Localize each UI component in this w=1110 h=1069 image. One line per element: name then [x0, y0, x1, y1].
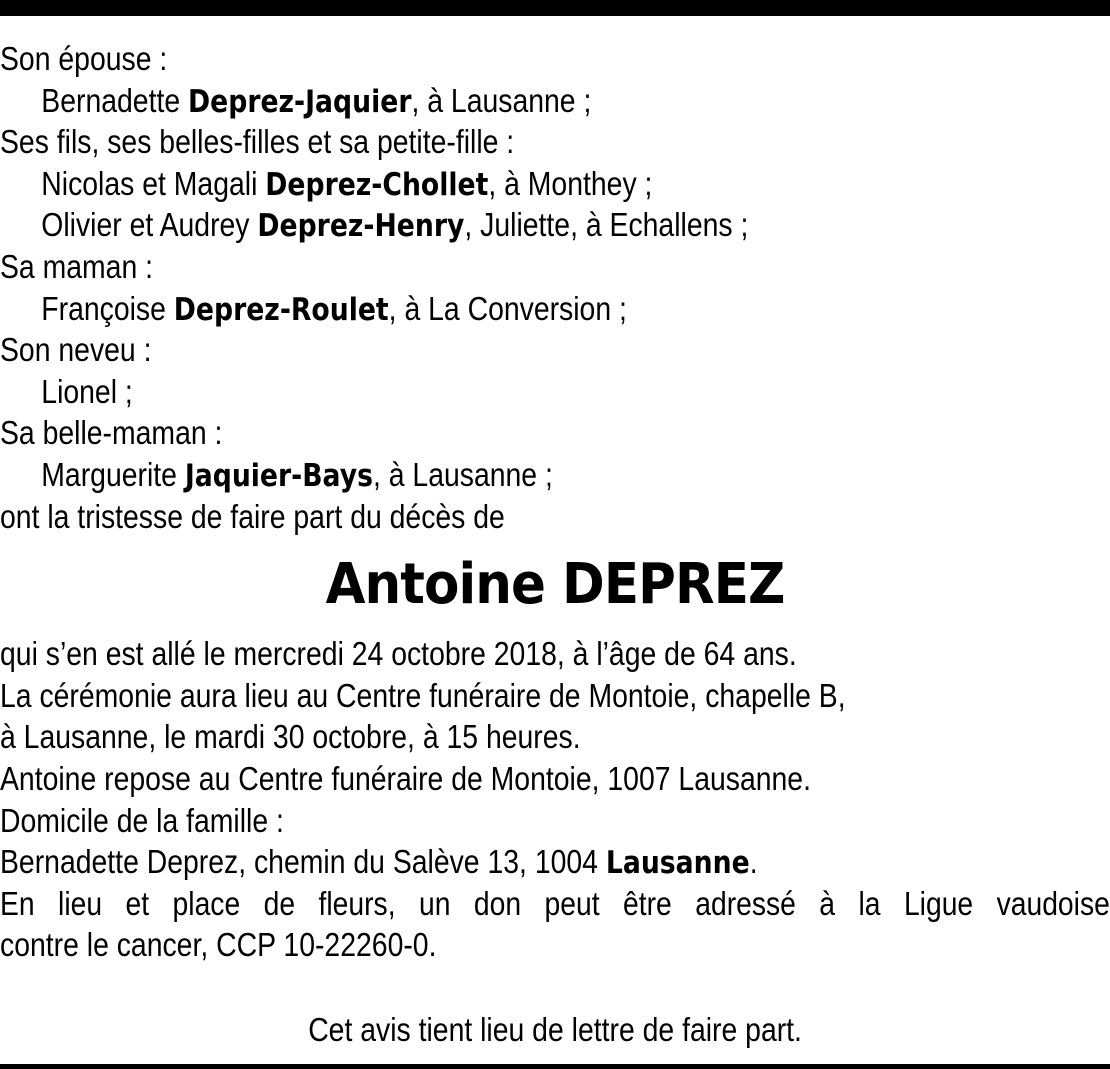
death-details: qui s’en est allé le mercredi 24 octobre 2018, à l’âge de 64 ans. — [0, 635, 797, 673]
son1-surname: Deprez-Chollet — [265, 166, 489, 203]
motherinlaw-line: Marguerite Jaquier-Bays, à Lausanne ; — [41, 455, 553, 494]
domicile-heading: Domicile de la famille : — [0, 801, 284, 839]
motherinlaw-surname: Jaquier-Bays — [184, 457, 373, 494]
donation-line-1: En lieu et place de fleurs, un don peut être adressé à la Ligue vaudoise — [0, 884, 1110, 922]
ceremony-line-2: à Lausanne, le mardi 30 octobre, à 15 heures. — [0, 718, 581, 756]
spouse-surname: Deprez-Jaquier — [188, 83, 412, 120]
mother-line: Françoise Deprez-Roulet, à La Conversion ; — [41, 289, 627, 328]
sons-heading: Ses fils, ses belles-filles et sa petite-fille : — [0, 123, 515, 161]
deceased-name: Antoine DEPREZ — [325, 552, 785, 618]
domicile-address: Bernadette Deprez, chemin du Salève 13, 1004 Lausanne. — [0, 843, 758, 882]
donation-line-2: contre le cancer, CCP 10-22260-0. — [0, 926, 437, 964]
nephew-heading: Son neveu : — [0, 331, 152, 369]
mother-heading: Sa maman : — [0, 247, 154, 285]
obituary-notice — [0, 38, 1110, 966]
announcement-line: ont la tristesse de faire part du décès de — [0, 497, 505, 535]
spouse-heading: Son épouse : — [0, 40, 168, 77]
domicile-city: Lausanne — [605, 845, 750, 882]
nephew-line: Lionel ; — [41, 372, 133, 410]
son2-surname: Deprez-Henry — [257, 208, 465, 245]
rest-place-line: Antoine repose au Centre funéraire de Montoie, 1007 Lausanne. — [0, 759, 811, 797]
son1-line: Nicolas et Magali Deprez-Chollet, à Monthey ; — [41, 164, 653, 203]
ceremony-line-1: La cérémonie aura lieu au Centre funéraire de Montoie, chapelle B, — [0, 676, 846, 714]
top-border-rule — [0, 0, 1110, 16]
footer-note: Cet avis tient lieu de lettre de faire part. — [308, 1011, 802, 1048]
bottom-border-rule — [0, 1064, 1110, 1069]
mother-surname: Deprez-Roulet — [173, 291, 389, 328]
motherinlaw-heading: Sa belle-maman : — [0, 414, 223, 452]
spouse-line: Bernadette Deprez-Jaquier, à Lausanne ; — [41, 81, 592, 120]
son2-line: Olivier et Audrey Deprez-Henry, Juliette, à Echallens ; — [41, 206, 749, 245]
